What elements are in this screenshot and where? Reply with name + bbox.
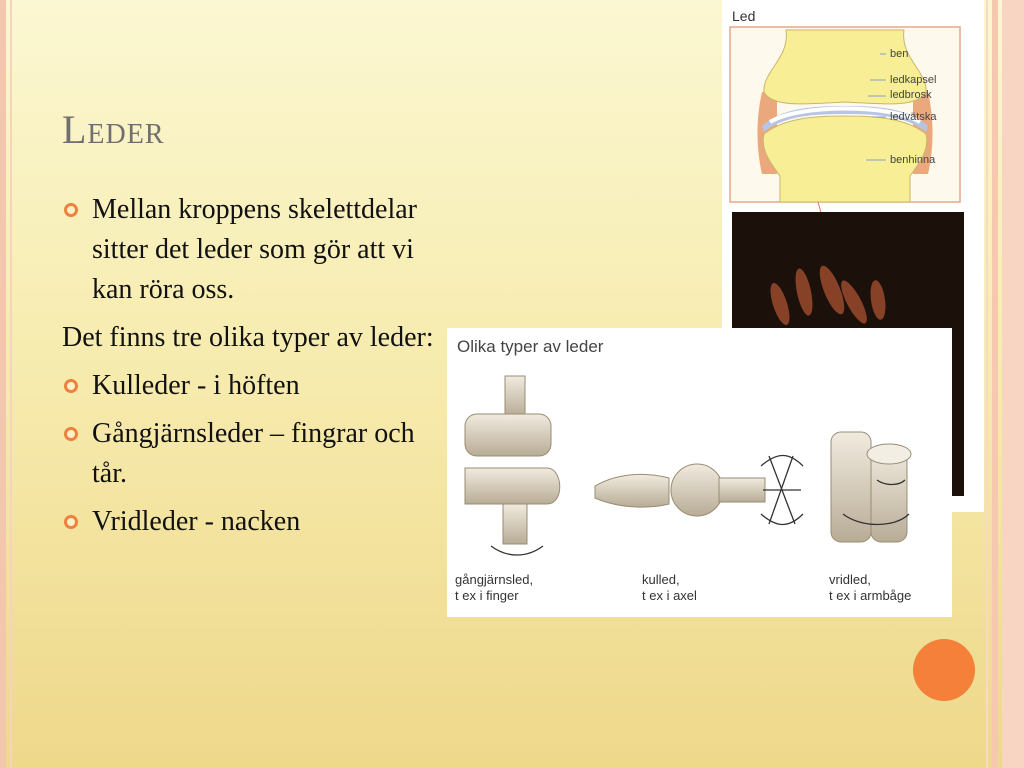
bullet-text-3: Kulleder - i höften [92, 370, 300, 401]
decorative-orange-circle [913, 639, 975, 701]
bullet-marker-icon [64, 379, 78, 393]
bullet-item-1 [62, 190, 452, 310]
joint-types-figure [447, 328, 952, 617]
caption-hinge-joint-example: t ex i finger [455, 588, 519, 603]
paragraph-text-2: Det finns tre olika typer av leder: [62, 322, 434, 353]
joint-label-ledvatska: ledvätska [890, 111, 937, 123]
bullet-item-5 [62, 502, 452, 542]
caption-pivot-joint-example: t ex i armbåge [829, 588, 912, 603]
joint-diagram-illustration [722, 0, 984, 212]
right-border-stripe-inner [992, 0, 998, 768]
caption-ball-joint-example: t ex i axel [642, 588, 697, 603]
joint-figure-title: Led [732, 8, 756, 24]
right-border-line [986, 0, 988, 768]
left-border-stripe [0, 0, 6, 768]
bullet-text-4: Gångjärnsleder – fingrar och tår. [92, 418, 415, 489]
right-border-stripe [1002, 0, 1024, 768]
paragraph-item-2 [62, 318, 452, 358]
joint-label-benhinna: benhinna [890, 154, 936, 166]
caption-pivot-joint-name: vridled, [829, 572, 871, 587]
joint-label-ledbrosk: ledbrosk [890, 89, 932, 101]
bullet-item-3 [62, 366, 452, 406]
caption-ball-joint-name: kulled, [642, 572, 680, 587]
bullet-marker-icon [64, 515, 78, 529]
bullet-text-5: Vridleder - nacken [92, 506, 301, 537]
joint-types-title: Olika typer av leder [457, 337, 604, 356]
left-border-line [10, 0, 12, 768]
bullet-marker-icon [64, 427, 78, 441]
bullet-item-4 [62, 414, 452, 494]
slide-body [62, 190, 452, 550]
joint-label-ben: ben [890, 48, 909, 60]
caption-hinge-joint-name: gångjärnsled, [455, 572, 534, 587]
bullet-marker-icon [64, 203, 78, 217]
joint-label-ledkapsel: ledkapsel [890, 74, 937, 86]
bullet-text-1: Mellan kroppens skelettdelar sitter det leder som gör att vi kan röra oss. [92, 194, 418, 305]
slide-title: Leder [62, 107, 165, 152]
joint-types-illustration [447, 328, 952, 568]
